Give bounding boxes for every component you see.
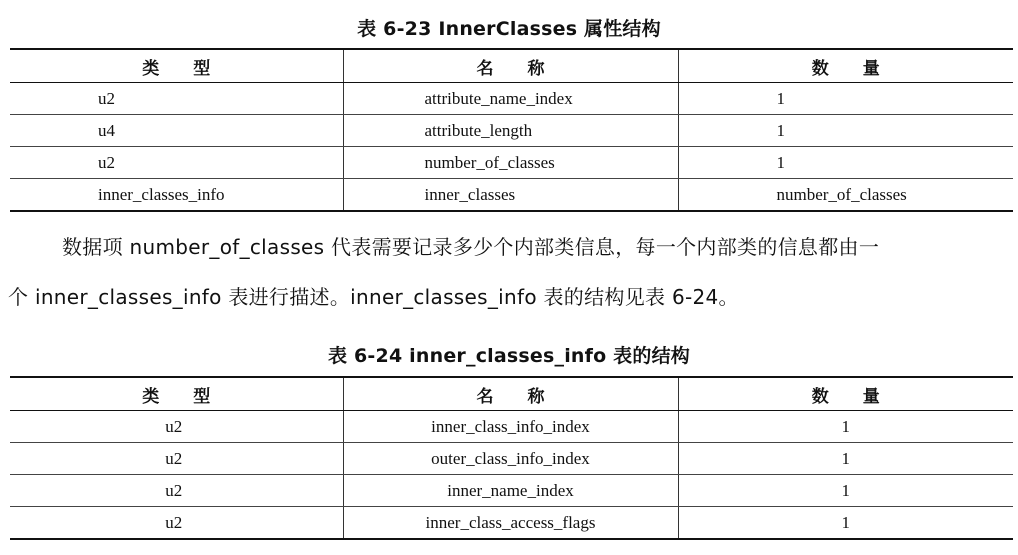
header-count: 数 量 <box>678 49 1013 83</box>
cell-type: u2 <box>10 147 343 179</box>
header-type: 类 型 <box>10 377 343 411</box>
cell-type: u2 <box>10 411 343 443</box>
paragraph-line-1: 数据项 number_of_classes 代表需要记录多少个内部类信息，每一个内部类的信息都由一 <box>62 235 880 259</box>
table-row <box>10 83 1013 115</box>
table-row <box>10 115 1013 147</box>
table-row <box>10 443 1013 475</box>
header-name: 名 称 <box>343 49 678 83</box>
cell-name: inner_classes <box>343 179 678 212</box>
cell-name: inner_name_index <box>343 475 678 507</box>
table-header-row <box>10 49 1013 83</box>
cell-name: inner_class_info_index <box>343 411 678 443</box>
cell-name: inner_class_access_flags <box>343 507 678 540</box>
header-name: 名 称 <box>343 377 678 411</box>
cell-type: inner_classes_info <box>10 179 343 212</box>
cell-count: 1 <box>678 411 1013 443</box>
cell-name: attribute_length <box>343 115 678 147</box>
paragraph-line-2: 个 inner_classes_info 表进行描述。inner_classes_info 表的结构见表 6-24。 <box>8 285 739 309</box>
header-count: 数 量 <box>678 377 1013 411</box>
cell-count: 1 <box>678 507 1013 540</box>
table-6-24-caption: 表 6-24 inner_classes_info 表的结构 <box>328 345 690 367</box>
inner-classes-info-table <box>10 376 1013 540</box>
table-row <box>10 475 1013 507</box>
cell-type: u2 <box>10 83 343 115</box>
cell-name: number_of_classes <box>343 147 678 179</box>
cell-name: outer_class_info_index <box>343 443 678 475</box>
cell-count: 1 <box>678 83 1013 115</box>
cell-count: number_of_classes <box>678 179 1013 212</box>
header-type: 类 型 <box>10 49 343 83</box>
table-row <box>10 147 1013 179</box>
cell-type: u2 <box>10 507 343 540</box>
table-6-23-caption: 表 6-23 InnerClasses 属性结构 <box>357 18 661 40</box>
table-header-row <box>10 377 1013 411</box>
table-row <box>10 507 1013 540</box>
cell-count: 1 <box>678 443 1013 475</box>
cell-type: u4 <box>10 115 343 147</box>
cell-count: 1 <box>678 147 1013 179</box>
cell-type: u2 <box>10 475 343 507</box>
cell-count: 1 <box>678 115 1013 147</box>
innerclasses-attribute-table <box>10 48 1013 212</box>
table-row <box>10 179 1013 212</box>
cell-count: 1 <box>678 475 1013 507</box>
cell-name: attribute_name_index <box>343 83 678 115</box>
table-row <box>10 411 1013 443</box>
cell-type: u2 <box>10 443 343 475</box>
